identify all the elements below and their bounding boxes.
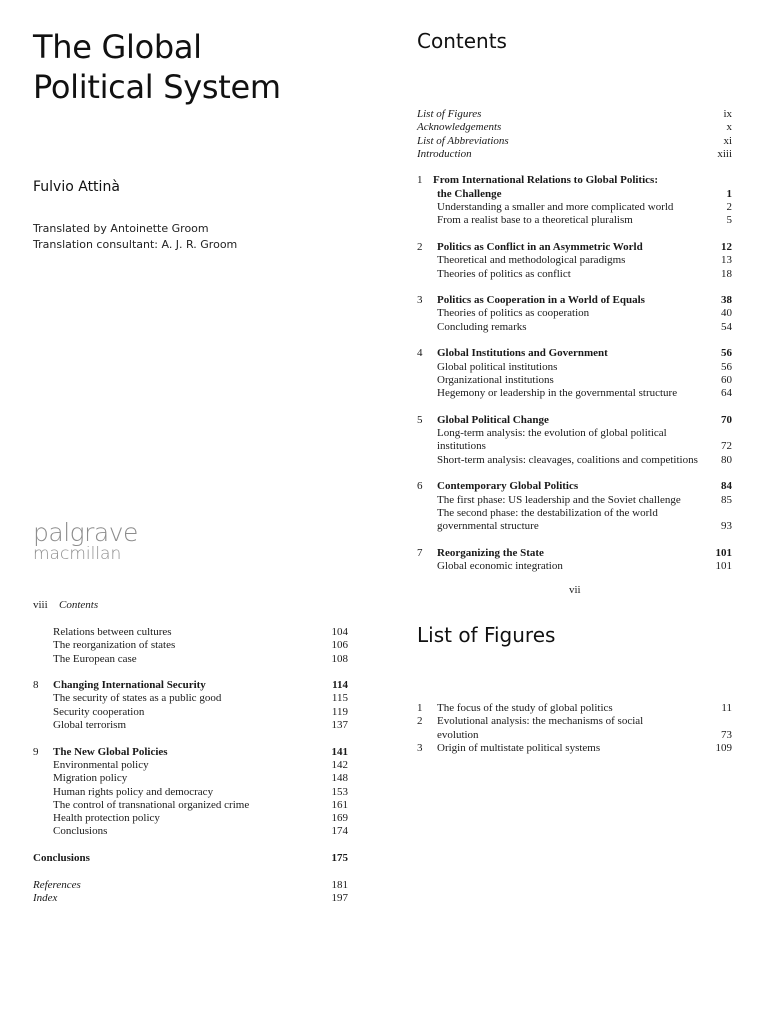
toc-section-page: 80 — [721, 453, 732, 466]
toc-item-page: 197 — [331, 891, 348, 904]
toc-section-label: The reorganization of states — [53, 639, 176, 652]
consultant-credit: Translation consultant: A. J. R. Groom — [33, 238, 238, 251]
toc-item-page: xiii — [717, 147, 732, 160]
figure-item — [417, 702, 732, 715]
toc-item-page: 181 — [331, 878, 348, 891]
toc-section — [417, 214, 732, 227]
toc-section-label: The first phase: US leadership and the Soviet challenge — [437, 493, 681, 506]
toc-chapter — [417, 547, 732, 560]
toc-section — [417, 387, 732, 400]
toc-chapter-page: 141 — [331, 745, 348, 758]
toc-section-page: 142 — [331, 758, 348, 771]
toc-chapter-page: 56 — [721, 347, 732, 360]
toc-chapter-page: 1 — [726, 187, 732, 200]
toc-section-label: governmental structure — [437, 520, 539, 533]
toc-chapter — [417, 347, 732, 360]
toc-conclusions-page: 175 — [331, 852, 348, 865]
book-title-line-2: Political System — [33, 68, 281, 106]
toc-section — [417, 361, 732, 374]
toc-section-label: Theories of politics as cooperation — [437, 307, 590, 320]
toc-section-page: 13 — [721, 254, 732, 267]
toc-item-label: Acknowledgements — [417, 121, 502, 134]
toc-section — [33, 812, 348, 825]
toc-chapter-title: the Challenge — [437, 187, 502, 200]
toc-chapter — [417, 414, 732, 427]
toc-front-matter-item — [417, 108, 732, 121]
book-title — [33, 27, 281, 107]
toc-section-page: 104 — [331, 626, 348, 638]
toc-section-page: 54 — [721, 320, 732, 333]
toc-chapter-number: 6 — [417, 480, 423, 493]
toc-item-label: List of Figures — [417, 108, 482, 120]
toc-section-label: Migration policy — [53, 772, 128, 785]
toc-chapter-title: Reorganizing the State — [437, 546, 544, 559]
toc-section — [417, 454, 732, 467]
toc-chapter-number: 1 — [417, 174, 423, 187]
toc-section-continued — [417, 520, 732, 533]
toc-chapter-number: 9 — [33, 745, 39, 758]
toc-section — [33, 799, 348, 812]
toc-section-page: 106 — [331, 639, 348, 652]
toc-chapter-title: The New Global Policies — [53, 745, 168, 758]
toc-section-page: 101 — [715, 560, 732, 573]
toc-section-label: Global economic integration — [437, 560, 563, 573]
contents-heading: Contents — [417, 29, 507, 53]
author-name: Fulvio Attinà — [33, 179, 120, 195]
toc-section — [33, 639, 348, 652]
toc-section-page: 148 — [331, 772, 348, 785]
toc-section-label: Conclusions — [53, 825, 108, 838]
toc-section-label: The European case — [53, 652, 137, 665]
figure-page: 109 — [715, 741, 732, 754]
toc-chapter-title: Politics as Cooperation in a World of Equals — [437, 294, 645, 307]
toc-section-label: Environmental policy — [53, 758, 149, 771]
toc-section-page: 115 — [331, 692, 348, 705]
toc-section-page: 93 — [721, 520, 732, 533]
toc-section-label: Short-term analysis: cleavages, coalitions and competitions — [437, 453, 698, 466]
toc-section-label: The security of states as a public good — [53, 692, 222, 705]
toc-section-label: Global terrorism — [53, 719, 127, 732]
toc-chapter-page: 70 — [721, 413, 732, 426]
toc-section-label: Hegemony or leadership in the governmental structure — [437, 387, 678, 400]
toc-chapter-title: Politics as Conflict in an Asymmetric World — [437, 240, 643, 253]
toc-section — [417, 254, 732, 267]
toc-section-label: Human rights policy and democracy — [53, 785, 214, 798]
toc-chapter-number: 5 — [417, 413, 423, 426]
toc-item-label: Index — [33, 891, 58, 904]
toc-section — [33, 692, 348, 705]
toc-section-label: Understanding a smaller and more complicated world — [437, 201, 674, 214]
toc-section-page: 153 — [331, 785, 348, 798]
toc-chapter-page: 38 — [721, 294, 732, 307]
toc-section-page: 108 — [331, 652, 348, 665]
running-head-page: viii — [33, 599, 48, 611]
toc-item-page: xi — [723, 134, 732, 147]
figure-page: 73 — [721, 728, 732, 741]
toc-chapter — [417, 480, 732, 493]
toc-chapter-page: 12 — [721, 240, 732, 253]
toc-section — [417, 427, 732, 440]
figure-number: 1 — [417, 702, 423, 714]
toc-chapter — [417, 174, 732, 187]
toc-section — [417, 374, 732, 387]
toc-section — [33, 825, 348, 838]
toc-section-page: 72 — [721, 440, 732, 453]
toc-chapter-title: Contemporary Global Politics — [437, 480, 579, 493]
toc-section-label: Long-term analysis: the evolution of global political — [437, 427, 667, 440]
toc-section-label: Concluding remarks — [437, 320, 527, 333]
toc-chapter-title: Global Institutions and Government — [437, 347, 608, 360]
figure-label: The focus of the study of global politics — [437, 702, 613, 714]
toc-section-page: 40 — [721, 307, 732, 320]
figure-label: Evolutional analysis: the mechanisms of social — [437, 715, 644, 728]
toc-chapter — [417, 241, 732, 254]
toc-section-page: 85 — [721, 493, 732, 506]
toc-section — [417, 321, 732, 334]
toc-section — [417, 560, 732, 573]
toc-front-matter-item — [417, 121, 732, 134]
toc-front-matter-item — [417, 135, 732, 148]
toc-chapter-number: 8 — [33, 679, 39, 692]
page-folio: vii — [569, 584, 581, 596]
figure-item — [417, 742, 732, 755]
toc-chapter-number: 3 — [417, 294, 423, 307]
toc-section-label: Relations between cultures — [53, 626, 172, 638]
toc-section — [33, 719, 348, 732]
toc-section-label: The second phase: the destabilization of the world — [437, 506, 658, 519]
toc-section — [33, 706, 348, 719]
toc-section-page: 56 — [721, 360, 732, 373]
running-head — [33, 599, 348, 612]
toc-section — [417, 307, 732, 320]
toc-item-page: ix — [723, 108, 732, 120]
toc-section — [417, 494, 732, 507]
running-head-title: Contents — [59, 599, 99, 611]
toc-chapter-number: 4 — [417, 347, 423, 360]
toc-section-page: 5 — [726, 214, 732, 227]
toc-section-page: 64 — [721, 387, 732, 400]
toc-section — [33, 786, 348, 799]
toc-section-label: Theoretical and methodological paradigms — [437, 254, 626, 267]
figure-number: 3 — [417, 741, 423, 754]
toc-section-label: Organizational institutions — [437, 373, 554, 386]
figure-item — [417, 715, 732, 728]
toc-section-label: Health protection policy — [53, 812, 160, 825]
toc-section-page: 137 — [331, 719, 348, 732]
toc-section-page: 119 — [331, 705, 348, 718]
figure-item-continued — [417, 729, 732, 742]
publisher-logo-line-2: macmillan — [33, 544, 122, 564]
toc-chapter — [33, 679, 348, 692]
toc-front-matter-item — [417, 148, 732, 161]
toc-section-label: The control of transnational organized crime — [53, 798, 250, 811]
toc-section-page: 161 — [331, 798, 348, 811]
toc-chapter-page: 114 — [332, 679, 348, 692]
toc-section-continued — [417, 440, 732, 453]
toc-section-label: institutions — [437, 440, 486, 453]
toc-item-label: Introduction — [417, 147, 472, 160]
toc-section-label: From a realist base to a theoretical pluralism — [437, 214, 633, 227]
toc-section — [33, 653, 348, 666]
toc-section-page: 60 — [721, 373, 732, 386]
toc-section-page: 18 — [721, 267, 732, 280]
toc-chapter-page: 84 — [721, 480, 732, 493]
figures-list — [417, 702, 732, 755]
toc-section-label: Security cooperation — [53, 705, 145, 718]
contents-list — [417, 108, 732, 573]
figure-label: evolution — [437, 728, 479, 741]
toc-conclusions — [33, 852, 348, 865]
toc-chapter-number: 2 — [417, 240, 423, 253]
toc-section-label: Global political institutions — [437, 360, 558, 373]
translator-credit: Translated by Antoinette Groom — [33, 222, 209, 235]
toc-section-label: Theories of politics as conflict — [437, 267, 571, 280]
toc-item-label: References — [33, 878, 81, 891]
toc-section — [417, 201, 732, 214]
toc-chapter-title: Changing International Security — [53, 679, 206, 692]
toc-chapter — [33, 746, 348, 759]
toc-section — [33, 759, 348, 772]
toc-conclusions-label: Conclusions — [33, 852, 90, 865]
publisher-logo-line-1: palgrave — [33, 518, 138, 547]
figure-number: 2 — [417, 715, 423, 728]
toc-section-page: 174 — [331, 825, 348, 838]
toc-back-matter-item — [33, 892, 348, 905]
toc-section-page: 169 — [331, 812, 348, 825]
figure-label: Origin of multistate political systems — [437, 741, 601, 754]
toc-chapter-page: 101 — [715, 546, 732, 559]
toc-section — [33, 626, 348, 639]
publisher-logo — [33, 518, 138, 564]
book-title-line-1: The Global — [33, 28, 202, 66]
figure-page: 11 — [721, 702, 732, 714]
translation-credits — [33, 221, 237, 253]
toc-chapter — [417, 294, 732, 307]
toc-item-page: x — [726, 121, 732, 134]
toc-back-matter-item — [33, 879, 348, 892]
toc-section — [417, 507, 732, 520]
contents-continued-list — [33, 626, 348, 905]
toc-chapter-title: Global Political Change — [437, 413, 549, 426]
toc-chapter-continued — [417, 188, 732, 201]
toc-section — [33, 772, 348, 785]
toc-chapter-number: 7 — [417, 546, 423, 559]
list-of-figures-heading: List of Figures — [417, 623, 556, 647]
toc-section-page: 2 — [726, 201, 732, 214]
toc-section — [417, 268, 732, 281]
toc-chapter-title: From International Relations to Global Politics: — [433, 174, 658, 187]
toc-item-label: List of Abbreviations — [417, 134, 509, 147]
